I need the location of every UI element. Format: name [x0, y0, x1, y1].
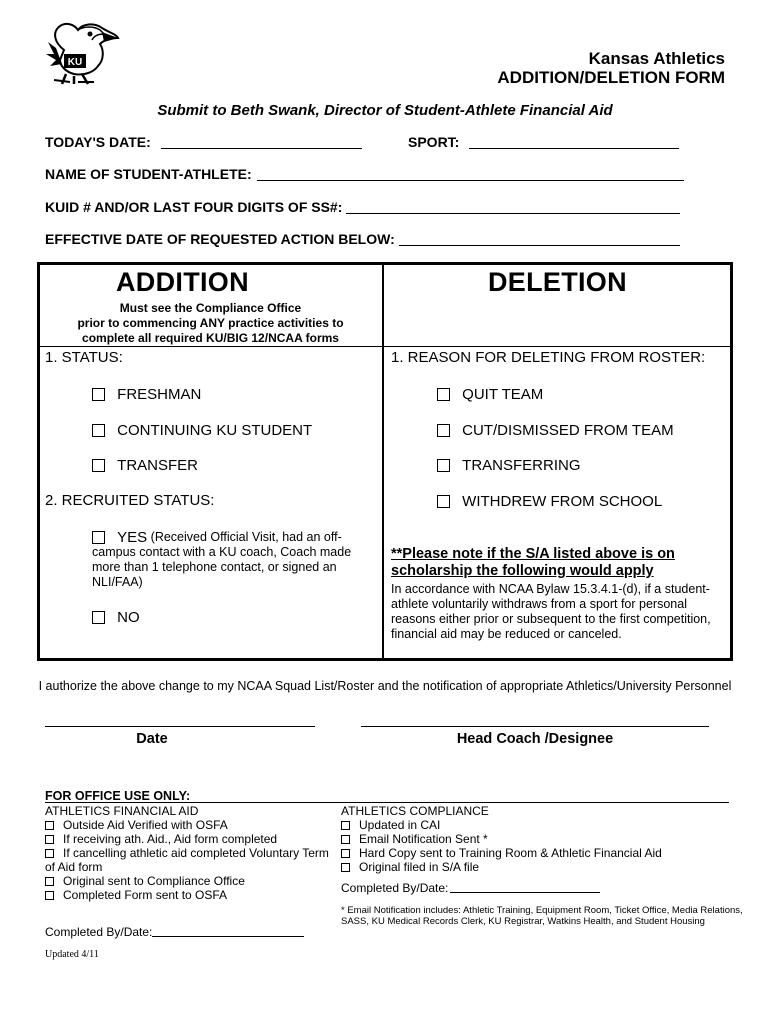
- item-label: Email Notification Sent *: [359, 832, 488, 846]
- option-label: QUIT TEAM: [462, 385, 544, 403]
- compliance-item[interactable]: [341, 846, 731, 860]
- checkbox[interactable]: [45, 835, 54, 844]
- coach-signature-label: Head Coach /Designee: [456, 731, 614, 747]
- compliance-item[interactable]: [341, 860, 731, 874]
- effective-date-label: EFFECTIVE DATE OF REQUESTED ACTION BELOW:: [45, 231, 395, 247]
- checkbox[interactable]: [92, 388, 105, 401]
- footnote-line: * Email Notification includes: Athletic Training, Equipment Room, Ticket Office, Media Relations,: [341, 905, 743, 916]
- yes-detail-line: campus contact with a KU coach, Coach made: [92, 545, 352, 559]
- recruited-status-label: 2. RECRUITED STATUS:: [45, 492, 215, 509]
- fin-aid-item[interactable]: [45, 874, 335, 888]
- checkbox[interactable]: [437, 495, 450, 508]
- yes-detail-line: more than 1 telephone contact, or signed an: [92, 560, 337, 574]
- compliance-title: ATHLETICS COMPLIANCE: [341, 804, 489, 818]
- reason-label: 1. REASON FOR DELETING FROM ROSTER:: [391, 349, 706, 366]
- yes-detail-continued: [92, 545, 351, 590]
- reason-cut-dismissed[interactable]: [437, 421, 674, 439]
- checkbox[interactable]: [341, 849, 350, 858]
- addition-note-line: Must see the Compliance Office: [119, 301, 302, 315]
- email-notification-footnote: [341, 905, 743, 927]
- option-label: NO: [117, 608, 140, 626]
- addition-note-line: prior to commencing ANY practice activities to: [77, 316, 344, 330]
- todays-date-label: TODAY'S DATE:: [45, 134, 151, 150]
- checkbox[interactable]: [437, 388, 450, 401]
- bylaw-detail-line: financial aid may be reduced or canceled.: [391, 627, 622, 641]
- fin-aid-item[interactable]: [45, 846, 335, 860]
- checkbox[interactable]: [437, 459, 450, 472]
- row-divider: [39, 346, 731, 347]
- todays-date-field[interactable]: [161, 148, 362, 149]
- option-label: WITHDREW FROM SCHOOL: [462, 492, 663, 510]
- addition-note: [39, 301, 382, 346]
- office-divider: [45, 802, 729, 803]
- checkbox[interactable]: [45, 849, 54, 858]
- yes-detail-line: NLI/FAA): [92, 575, 143, 589]
- status-option-continuing[interactable]: [92, 421, 312, 439]
- scholarship-note: [391, 546, 675, 580]
- checkbox[interactable]: [92, 611, 105, 624]
- logo-text: KU: [67, 57, 83, 68]
- kuid-field[interactable]: [346, 213, 680, 214]
- scholarship-note-line: scholarship the following would apply: [391, 563, 654, 579]
- recruited-option-yes[interactable]: [92, 528, 342, 546]
- fin-aid-item[interactable]: [45, 832, 335, 846]
- submit-to: Submit to Beth Swank, Director of Student-Athlete Financial Aid: [157, 102, 613, 119]
- compliance-item[interactable]: [341, 832, 731, 846]
- addition-note-line: complete all required KU/BIG 12/NCAA forms: [82, 331, 339, 345]
- option-label: CONTINUING KU STUDENT: [117, 421, 313, 439]
- scholarship-note-line: **Please note if the S/A listed above is on: [391, 546, 675, 562]
- effective-date-field[interactable]: [399, 245, 680, 246]
- item-label: Updated in CAI: [359, 818, 441, 832]
- compliance-section: [341, 804, 731, 874]
- column-divider: [382, 264, 384, 660]
- checkbox[interactable]: [341, 821, 350, 830]
- compliance-completed-by-label: Completed By/Date:: [341, 881, 449, 895]
- yes-detail: (Received Official Visit, had an off-: [147, 530, 342, 545]
- checkbox[interactable]: [341, 863, 350, 872]
- financial-aid-section: [45, 804, 335, 902]
- sport-label: SPORT:: [408, 134, 460, 150]
- date-signature-label: Date: [136, 731, 168, 747]
- jayhawk-logo: [44, 20, 120, 86]
- fin-aid-item[interactable]: [45, 818, 335, 832]
- item-label: If receiving ath. Aid., Aid form completed: [63, 832, 278, 846]
- item-label: Hard Copy sent to Training Room & Athletic Financial Aid: [359, 846, 662, 860]
- fin-aid-item-wrap: of Aid form: [45, 860, 103, 874]
- org-name: Kansas Athletics: [588, 49, 725, 68]
- checkbox[interactable]: [341, 835, 350, 844]
- sport-field[interactable]: [469, 148, 679, 149]
- name-field[interactable]: [257, 180, 684, 181]
- checkbox[interactable]: [437, 424, 450, 437]
- yes-label: YES: [117, 528, 148, 546]
- checkbox[interactable]: [45, 877, 54, 886]
- bylaw-detail: [391, 582, 711, 642]
- reason-transferring[interactable]: [437, 456, 581, 474]
- fin-aid-completed-by-label: Completed By/Date:: [45, 925, 153, 939]
- updated-date: Updated 4/11: [45, 949, 99, 960]
- option-label: TRANSFER: [117, 456, 199, 474]
- checkbox[interactable]: [45, 821, 54, 830]
- status-option-freshman[interactable]: [92, 385, 201, 403]
- kuid-label: KUID # AND/OR LAST FOUR DIGITS OF SS#:: [45, 199, 343, 215]
- compliance-completed-by-field[interactable]: [450, 892, 600, 893]
- status-label: 1. STATUS:: [45, 349, 123, 366]
- bylaw-detail-line: reasons either prior or subsequent to the first competition,: [391, 612, 711, 626]
- coach-signature-line[interactable]: [361, 726, 709, 727]
- status-option-transfer[interactable]: [92, 456, 198, 474]
- form-title: ADDITION/DELETION FORM: [497, 68, 725, 87]
- reason-withdrew[interactable]: [437, 492, 662, 510]
- authorization-text: I authorize the above change to my NCAA Squad List/Roster and the notification of appropriate Athletics/University Personnel: [38, 679, 732, 693]
- office-use-heading: FOR OFFICE USE ONLY:: [45, 789, 191, 803]
- item-label: If cancelling athletic aid completed Voluntary Term: [63, 846, 329, 860]
- checkbox[interactable]: [45, 891, 54, 900]
- date-signature-line[interactable]: [45, 726, 315, 727]
- option-label: FRESHMAN: [117, 385, 202, 403]
- option-label: TRANSFERRING: [462, 456, 581, 474]
- footnote-line: SASS, KU Medical Records Clerk, KU Registrar, Watkins Health, and Student Housing: [341, 916, 705, 927]
- fin-aid-completed-by-field[interactable]: [152, 936, 304, 937]
- bylaw-detail-line: In accordance with NCAA Bylaw 15.3.4.1-(d), if a student-: [391, 582, 710, 596]
- item-label: Completed Form sent to OSFA: [63, 888, 228, 902]
- name-label: NAME OF STUDENT-ATHLETE:: [45, 166, 252, 182]
- deletion-title: DELETION: [488, 267, 627, 297]
- recruited-option-no[interactable]: [92, 608, 140, 626]
- item-label: Original sent to Compliance Office: [63, 874, 245, 888]
- financial-aid-title: ATHLETICS FINANCIAL AID: [45, 804, 199, 818]
- item-label: Original filed in S/A file: [359, 860, 480, 874]
- bylaw-detail-line: athlete voluntarily withdraws from a sport for personal: [391, 597, 687, 611]
- compliance-item[interactable]: [341, 818, 731, 832]
- fin-aid-item[interactable]: [45, 888, 335, 902]
- checkbox[interactable]: [92, 459, 105, 472]
- checkbox[interactable]: [92, 424, 105, 437]
- option-label: CUT/DISMISSED FROM TEAM: [462, 421, 674, 439]
- reason-quit-team[interactable]: [437, 385, 543, 403]
- item-label: Outside Aid Verified with OSFA: [63, 818, 228, 832]
- checkbox[interactable]: [92, 531, 105, 544]
- addition-title: ADDITION: [116, 267, 249, 297]
